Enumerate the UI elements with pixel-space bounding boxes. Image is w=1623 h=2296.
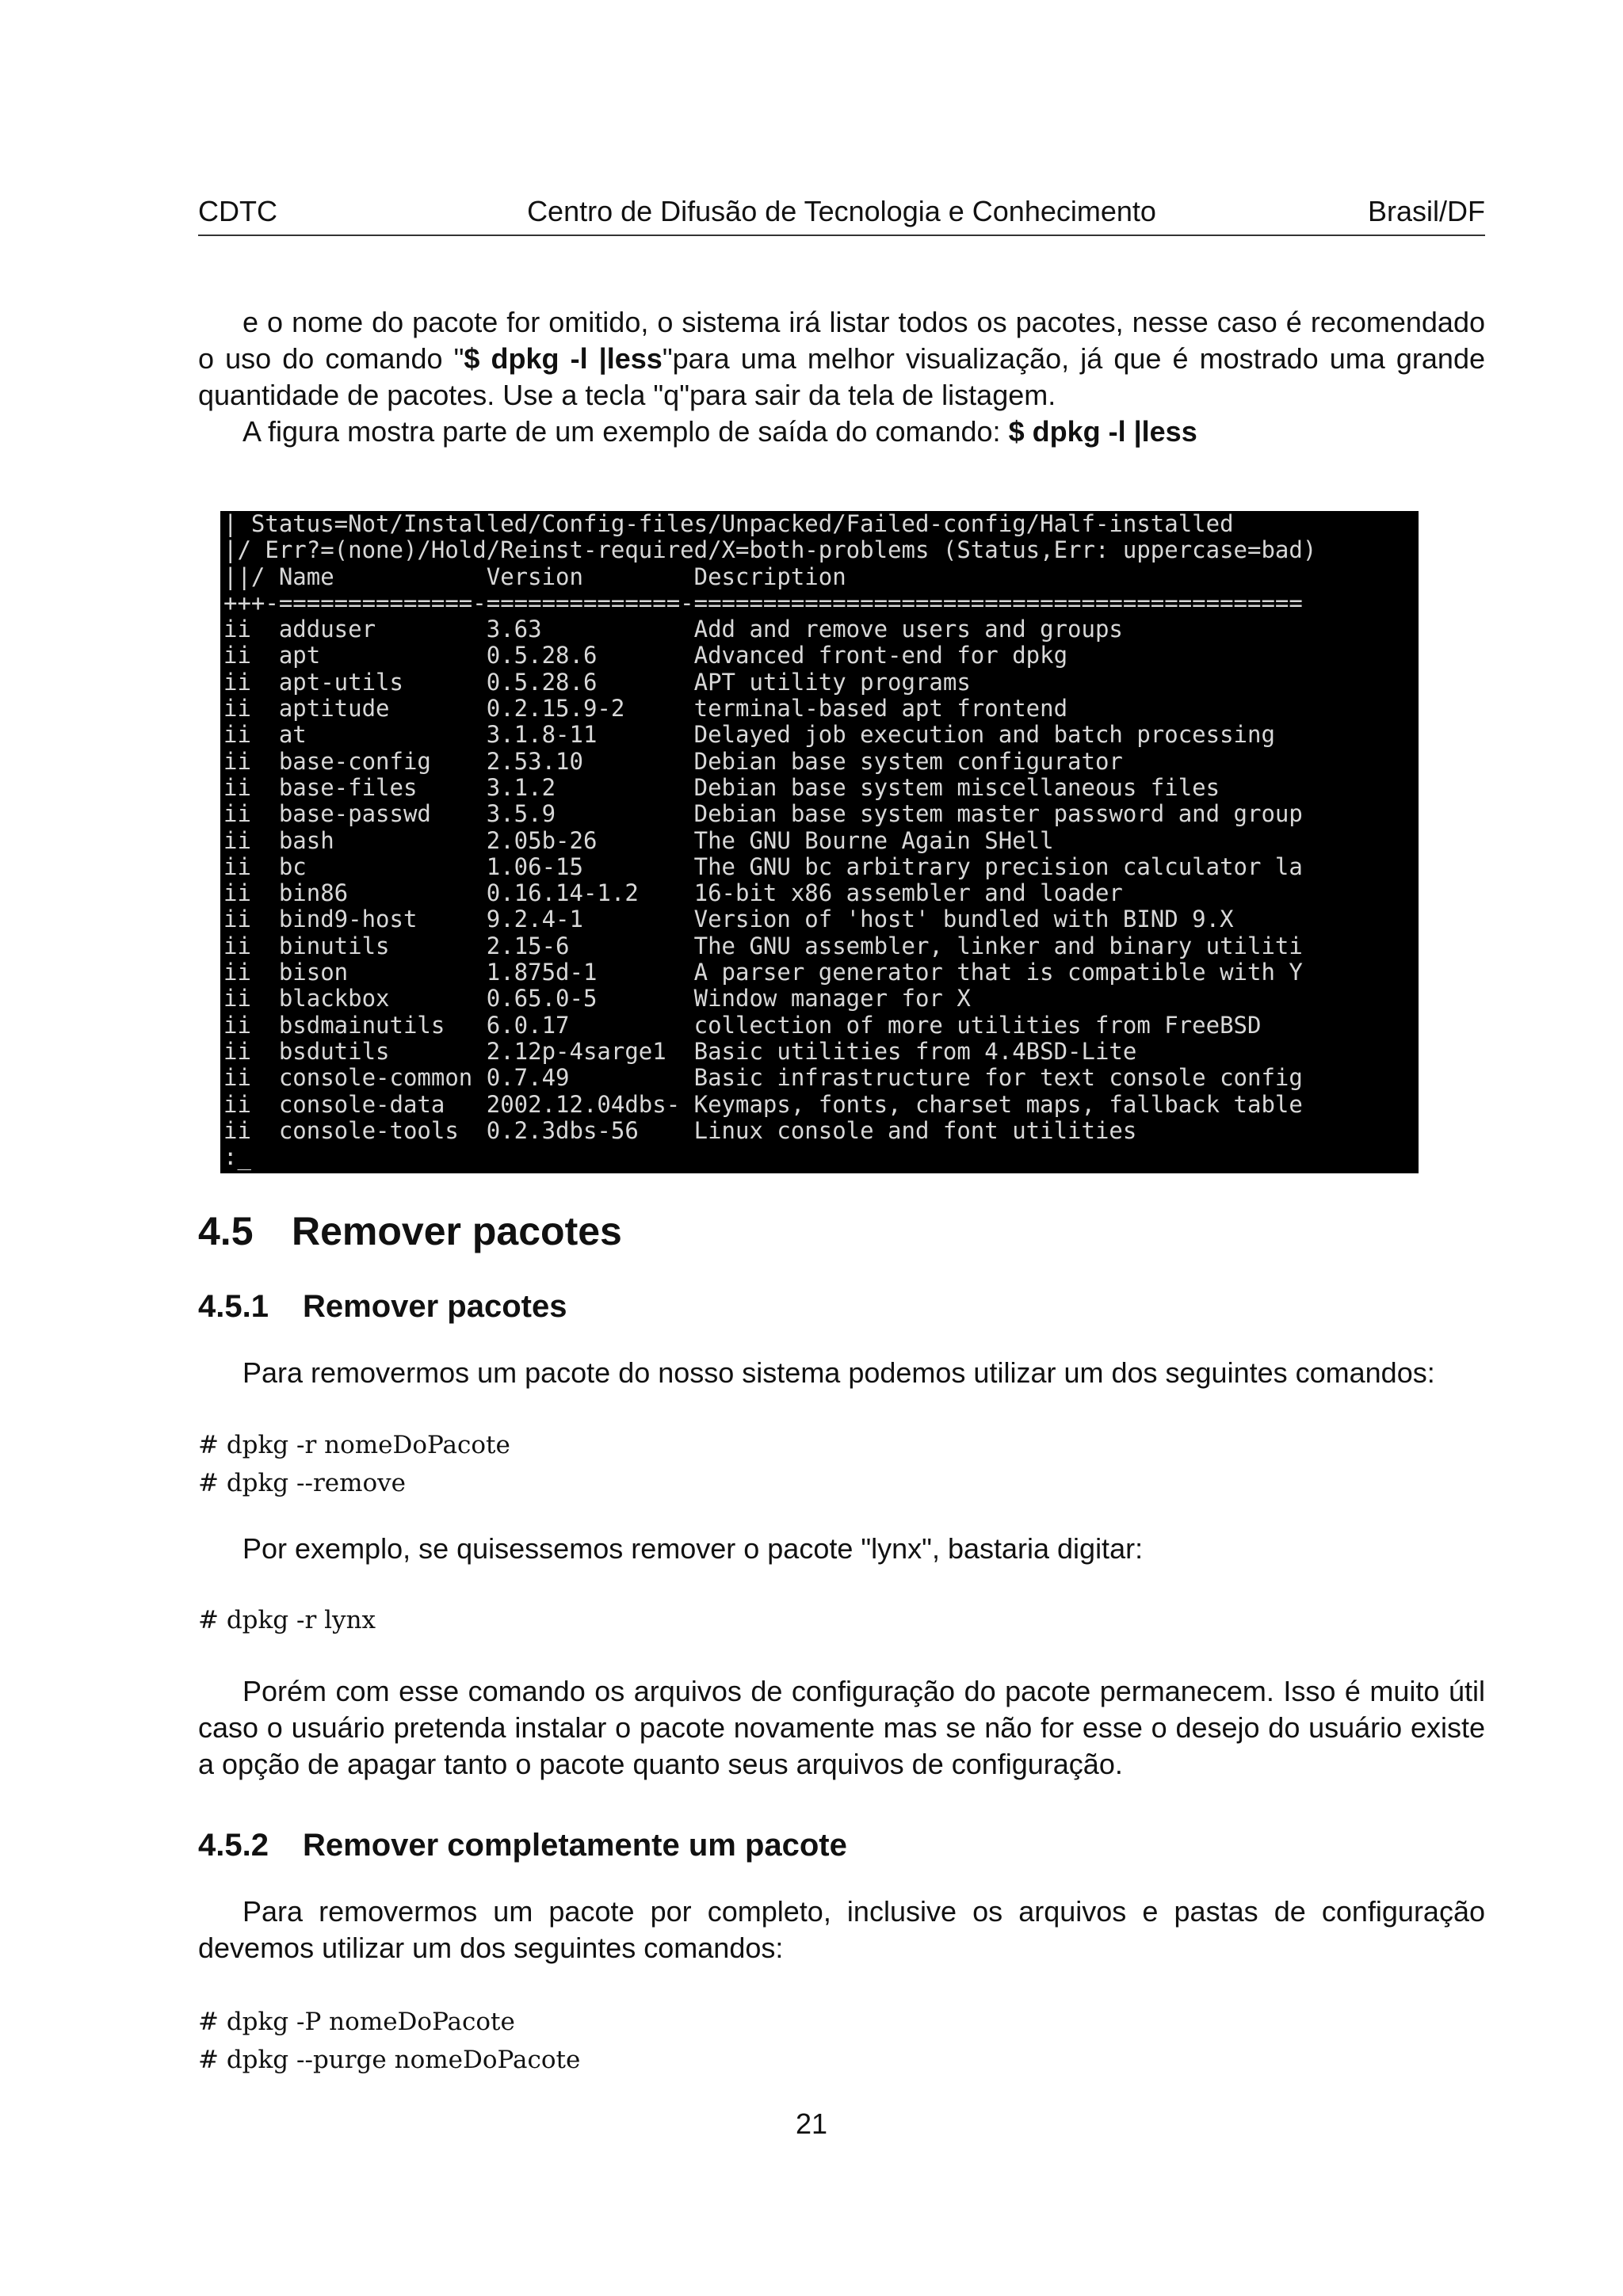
figure-intro-command: $ dpkg -l |less	[1008, 415, 1197, 448]
terminal-line: ii bsdmainutils 6.0.17 collection of more utilities from FreeBSD	[223, 1011, 1262, 1039]
subsection-heading-purge	[198, 1828, 847, 1863]
terminal-line: +++-==============-==============-============================================	[223, 589, 1303, 616]
intro-text-2: "para uma melhor visualização, já que é mostrado uma grande quantidade de pacotes. Use a tecla "q"para sair da tela de listagem.	[198, 342, 1485, 411]
terminal-line: ii console-tools 0.2.3dbs-56 Linux console and font utilities	[223, 1116, 1137, 1144]
terminal-line: ii at 3.1.8-11 Delayed job execution and batch processing	[223, 721, 1275, 749]
terminal-line: ii bin86 0.16.14-1.2 16-bit x86 assembler and loader	[223, 879, 1123, 907]
example-paragraph-text: Por exemplo, se quisessemos remover o pacote "lynx", bastaria digitar:	[242, 1532, 1144, 1565]
subsection-title: Remover pacotes	[303, 1289, 567, 1324]
terminal-line: ii adduser 3.63 Add and remove users and groups	[223, 616, 1123, 643]
subsection-number: 4.5.2	[198, 1828, 269, 1863]
terminal-output	[223, 511, 1316, 1170]
remove-paragraph	[198, 1355, 1485, 1391]
remove-paragraph-text: Para removermos um pacote do nosso sistema podemos utilizar um dos seguintes comandos:	[242, 1356, 1435, 1389]
page-header	[198, 195, 1485, 233]
terminal-line: ii base-files 3.1.2 Debian base system miscellaneous files	[223, 773, 1220, 801]
section-number: 4.5	[198, 1209, 254, 1253]
terminal-line: ii base-config 2.53.10 Debian base system configurator	[223, 747, 1123, 775]
header-center: Centro de Difusão de Tecnologia e Conhecimento	[527, 195, 1156, 227]
purge-paragraph	[198, 1894, 1485, 1966]
header-left: CDTC	[198, 195, 277, 227]
figure-intro-text: A figura mostra parte de um exemplo de saída do comando:	[242, 415, 1009, 448]
terminal-line: ii console-data 2002.12.04dbs- Keymaps, fonts, charset maps, fallback table	[223, 1090, 1303, 1118]
example-code-block: # dpkg -r lynx	[198, 1606, 376, 1634]
header-rule	[198, 235, 1485, 236]
page-number: 21	[795, 2107, 828, 2140]
intro-text-1: e o nome do pacote for omitido, o sistema irá listar todos os pacotes, nesse caso é recomendado o uso do comando "	[198, 306, 1485, 375]
purge-paragraph-text: Para removermos um pacote por completo, inclusive os arquivos e pastas de configuração devemos utilizar um dos seguintes comandos:	[198, 1895, 1485, 1964]
terminal-line: |/ Err?=(none)/Hold/Reinst-required/X=both-problems (Status,Err: uppercase=bad)	[223, 536, 1317, 564]
terminal-line: ii apt-utils 0.5.28.6 APT utility programs	[223, 668, 971, 696]
intro-paragraph	[198, 304, 1485, 414]
section-heading	[198, 1208, 622, 1254]
terminal-line: | Status=Not/Installed/Config-files/Unpacked/Failed-config/Half-installed	[223, 511, 1234, 537]
config-paragraph-text: Porém com esse comando os arquivos de configuração do pacote permanecem. Isso é muito útil caso o usuário pretenda instalar o pacote novamente mas se não for esse o desejo do usuário existe a opção de apagar tanto o pacote quanto seus arquivos de configuração.	[198, 1675, 1485, 1780]
subsection-number: 4.5.1	[198, 1289, 269, 1324]
remove-code-block: # dpkg -r nomeDoPacote # dpkg --remove	[198, 1431, 510, 1497]
terminal-line: ii bc 1.06-15 The GNU bc arbitrary precision calculator la	[223, 852, 1303, 880]
example-paragraph	[198, 1531, 1485, 1567]
section-title: Remover pacotes	[292, 1209, 622, 1253]
purge-code-block: # dpkg -P nomeDoPacote # dpkg --purge nomeDoPacote	[198, 2008, 581, 2074]
config-paragraph	[198, 1673, 1485, 1783]
terminal-line: ii apt 0.5.28.6 Advanced front-end for dpkg	[223, 642, 1068, 669]
intro-command: $ dpkg -l |less	[464, 342, 663, 375]
terminal-screenshot	[220, 511, 1419, 1173]
terminal-line: ii console-common 0.7.49 Basic infrastructure for text console config	[223, 1064, 1303, 1092]
terminal-line: :_	[223, 1143, 251, 1171]
terminal-line: ii bsdutils 2.12p-4sarge1 Basic utilities from 4.4BSD-Lite	[223, 1037, 1137, 1065]
subsection-title: Remover completamente um pacote	[303, 1828, 847, 1863]
terminal-line: ||/ Name Version Description	[223, 563, 846, 590]
subsection-heading-remove	[198, 1289, 567, 1325]
terminal-line: ii blackbox 0.65.0-5 Window manager for X	[223, 985, 971, 1013]
terminal-line: ii base-passwd 3.5.9 Debian base system master password and group	[223, 800, 1303, 828]
figure-intro-paragraph	[242, 414, 1485, 450]
terminal-line: ii bash 2.05b-26 The GNU Bourne Again SHell	[223, 826, 1054, 854]
terminal-line: ii bison 1.875d-1 A parser generator that is compatible with Y	[223, 959, 1303, 986]
terminal-line: ii binutils 2.15-6 The GNU assembler, linker and binary utiliti	[223, 932, 1303, 959]
terminal-line: ii bind9-host 9.2.4-1 Version of 'host' bundled with BIND 9.X	[223, 906, 1234, 933]
header-right: Brasil/DF	[1367, 195, 1485, 227]
terminal-line: ii aptitude 0.2.15.9-2 terminal-based apt frontend	[223, 695, 1068, 723]
